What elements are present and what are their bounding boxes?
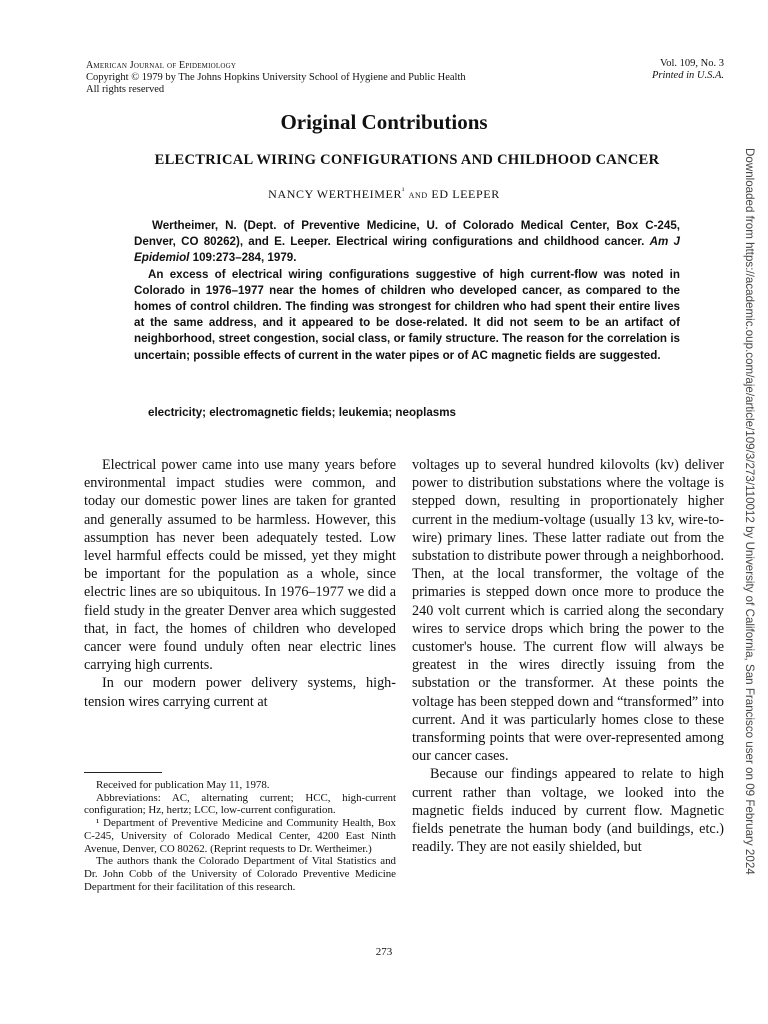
volume-info bbox=[652, 58, 724, 82]
journal-header bbox=[86, 60, 466, 96]
section-title: Original Contributions bbox=[280, 110, 488, 134]
author-conjunction: and bbox=[408, 189, 428, 201]
copyright-line: Copyright © 1979 by The Johns Hopkins University School of Hygiene and Public Health bbox=[86, 72, 466, 83]
abstract-block bbox=[134, 218, 680, 364]
abstract-summary: An excess of electrical wiring configurations suggestive of high current-flow was noted in Colorado in 1976–1977 near the homes of children who developed cancer, as compared to the homes of control children. The finding was strongest for children who had spent their entire lives at the same address, and it appeared to be dose-related. It did not seem to be an artifact of neighborhood, street congestion, social class, or family structure. The reason for the correlation is uncertain; possible effects of current in the water pipes or of AC magnetic fields are suggested. bbox=[134, 267, 680, 362]
journal-name: American Journal of Epidemiology bbox=[86, 60, 237, 71]
footnote-affiliation: ¹ Department of Preventive Medicine and Community Health, Box C-245, University of Colorado Medical Center, 4200 East Ninth Avenue, Denver, CO 80262. (Reprint requests to Dr. Wertheimer.) bbox=[84, 817, 396, 855]
footnote-divider bbox=[84, 772, 162, 773]
download-watermark: Downloaded from https://academic.oup.com/aje/article/109/3/273/110012 by University of California, San Francisco user on 09 February 2024 bbox=[743, 148, 756, 875]
author-footnote-mark: ¹ bbox=[402, 186, 406, 195]
body-paragraph: Electrical power came into use many years before environmental impact studies were common, and today our domestic power lines are taken for granted and generally assumed to be harmless. However, this assumption has never been adequately tested. Low level harmful effects could be missed, yet they might be important for the population as a whole, since electric lines are so ubiquitous. In 1976–1977 we did a field study in the greater Denver area which suggested that, in fact, the homes of children who developed cancer were found unduly often near electric lines carrying high currents. bbox=[84, 457, 396, 674]
article-title: ELECTRICAL WIRING CONFIGURATIONS AND CHILDHOOD CANCER bbox=[154, 152, 660, 168]
body-paragraph: In our modern power delivery systems, high-tension wires carrying current at bbox=[84, 675, 396, 710]
citation-journal: Am J Epidemiol bbox=[134, 235, 680, 265]
citation-text: Wertheimer, N. (Dept. of Preventive Medicine, U. of Colorado Medical Center, Box C-245, Denver, CO 80262), and E. Leeper. Electrical wiring configurations and childhood cancer. bbox=[134, 219, 680, 249]
author-first: NANCY WERTHEIMER bbox=[268, 187, 403, 201]
page-number: 273 bbox=[375, 946, 393, 958]
body-paragraph: Because our findings appeared to relate to high current rather than voltage, we looked into the magnetic fields induced by current flow. Magnetic fields penetrate the human body (and buildings, etc.) readily. They are not easily shielded, but bbox=[412, 766, 724, 856]
footnote-acknowledgement: The authors thank the Colorado Department of Vital Statistics and Dr. John Cobb of the University of Colorado Preventive Medicine Department for their facilitation of this research. bbox=[84, 855, 396, 893]
printed-in: Printed in U.S.A. bbox=[651, 70, 724, 81]
footnote-received: Received for publication May 11, 1978. bbox=[96, 779, 270, 791]
body-paragraph: voltages up to several hundred kilovolts (kv) deliver power to distribution substations where the voltage is stepped down, resulting in proportionately higher current in the medium-voltage (usually 13 kv, wire-to-wire) primary lines. These latter radiate out from the substation to distribute power through a neighborhood. Then, at the local transformer, the voltage of the primaries is stepped down once more to produce the 240 volt current which is carried along the secondary wires to service drops which bring the power to the customer's house. The current flow will always be greatest in the wires directly issuing from the substation or the transformer. At these points the voltage has been stepped down and “transformed” into current. And it was particularly homes close to these transforming points that were over-represented among our cancer cases. bbox=[412, 457, 724, 765]
volume-number: Vol. 109, No. 3 bbox=[660, 58, 724, 69]
author-line bbox=[0, 186, 768, 202]
rights-line: All rights reserved bbox=[86, 84, 165, 95]
footnote-abbreviations: Abbreviations: AC, alternating current; HCC, high-current configuration; Hz, hertz; LCC, low-current configuration. bbox=[84, 791, 396, 817]
author-second: ED LEEPER bbox=[431, 187, 500, 201]
citation-issue: 109:273–284, 1979. bbox=[192, 251, 297, 265]
body-column-left bbox=[84, 456, 396, 711]
footnotes bbox=[84, 779, 396, 893]
keywords: electricity; electromagnetic fields; leukemia; neoplasms bbox=[148, 406, 456, 419]
abstract-citation bbox=[134, 218, 680, 267]
body-column-right bbox=[412, 456, 724, 856]
